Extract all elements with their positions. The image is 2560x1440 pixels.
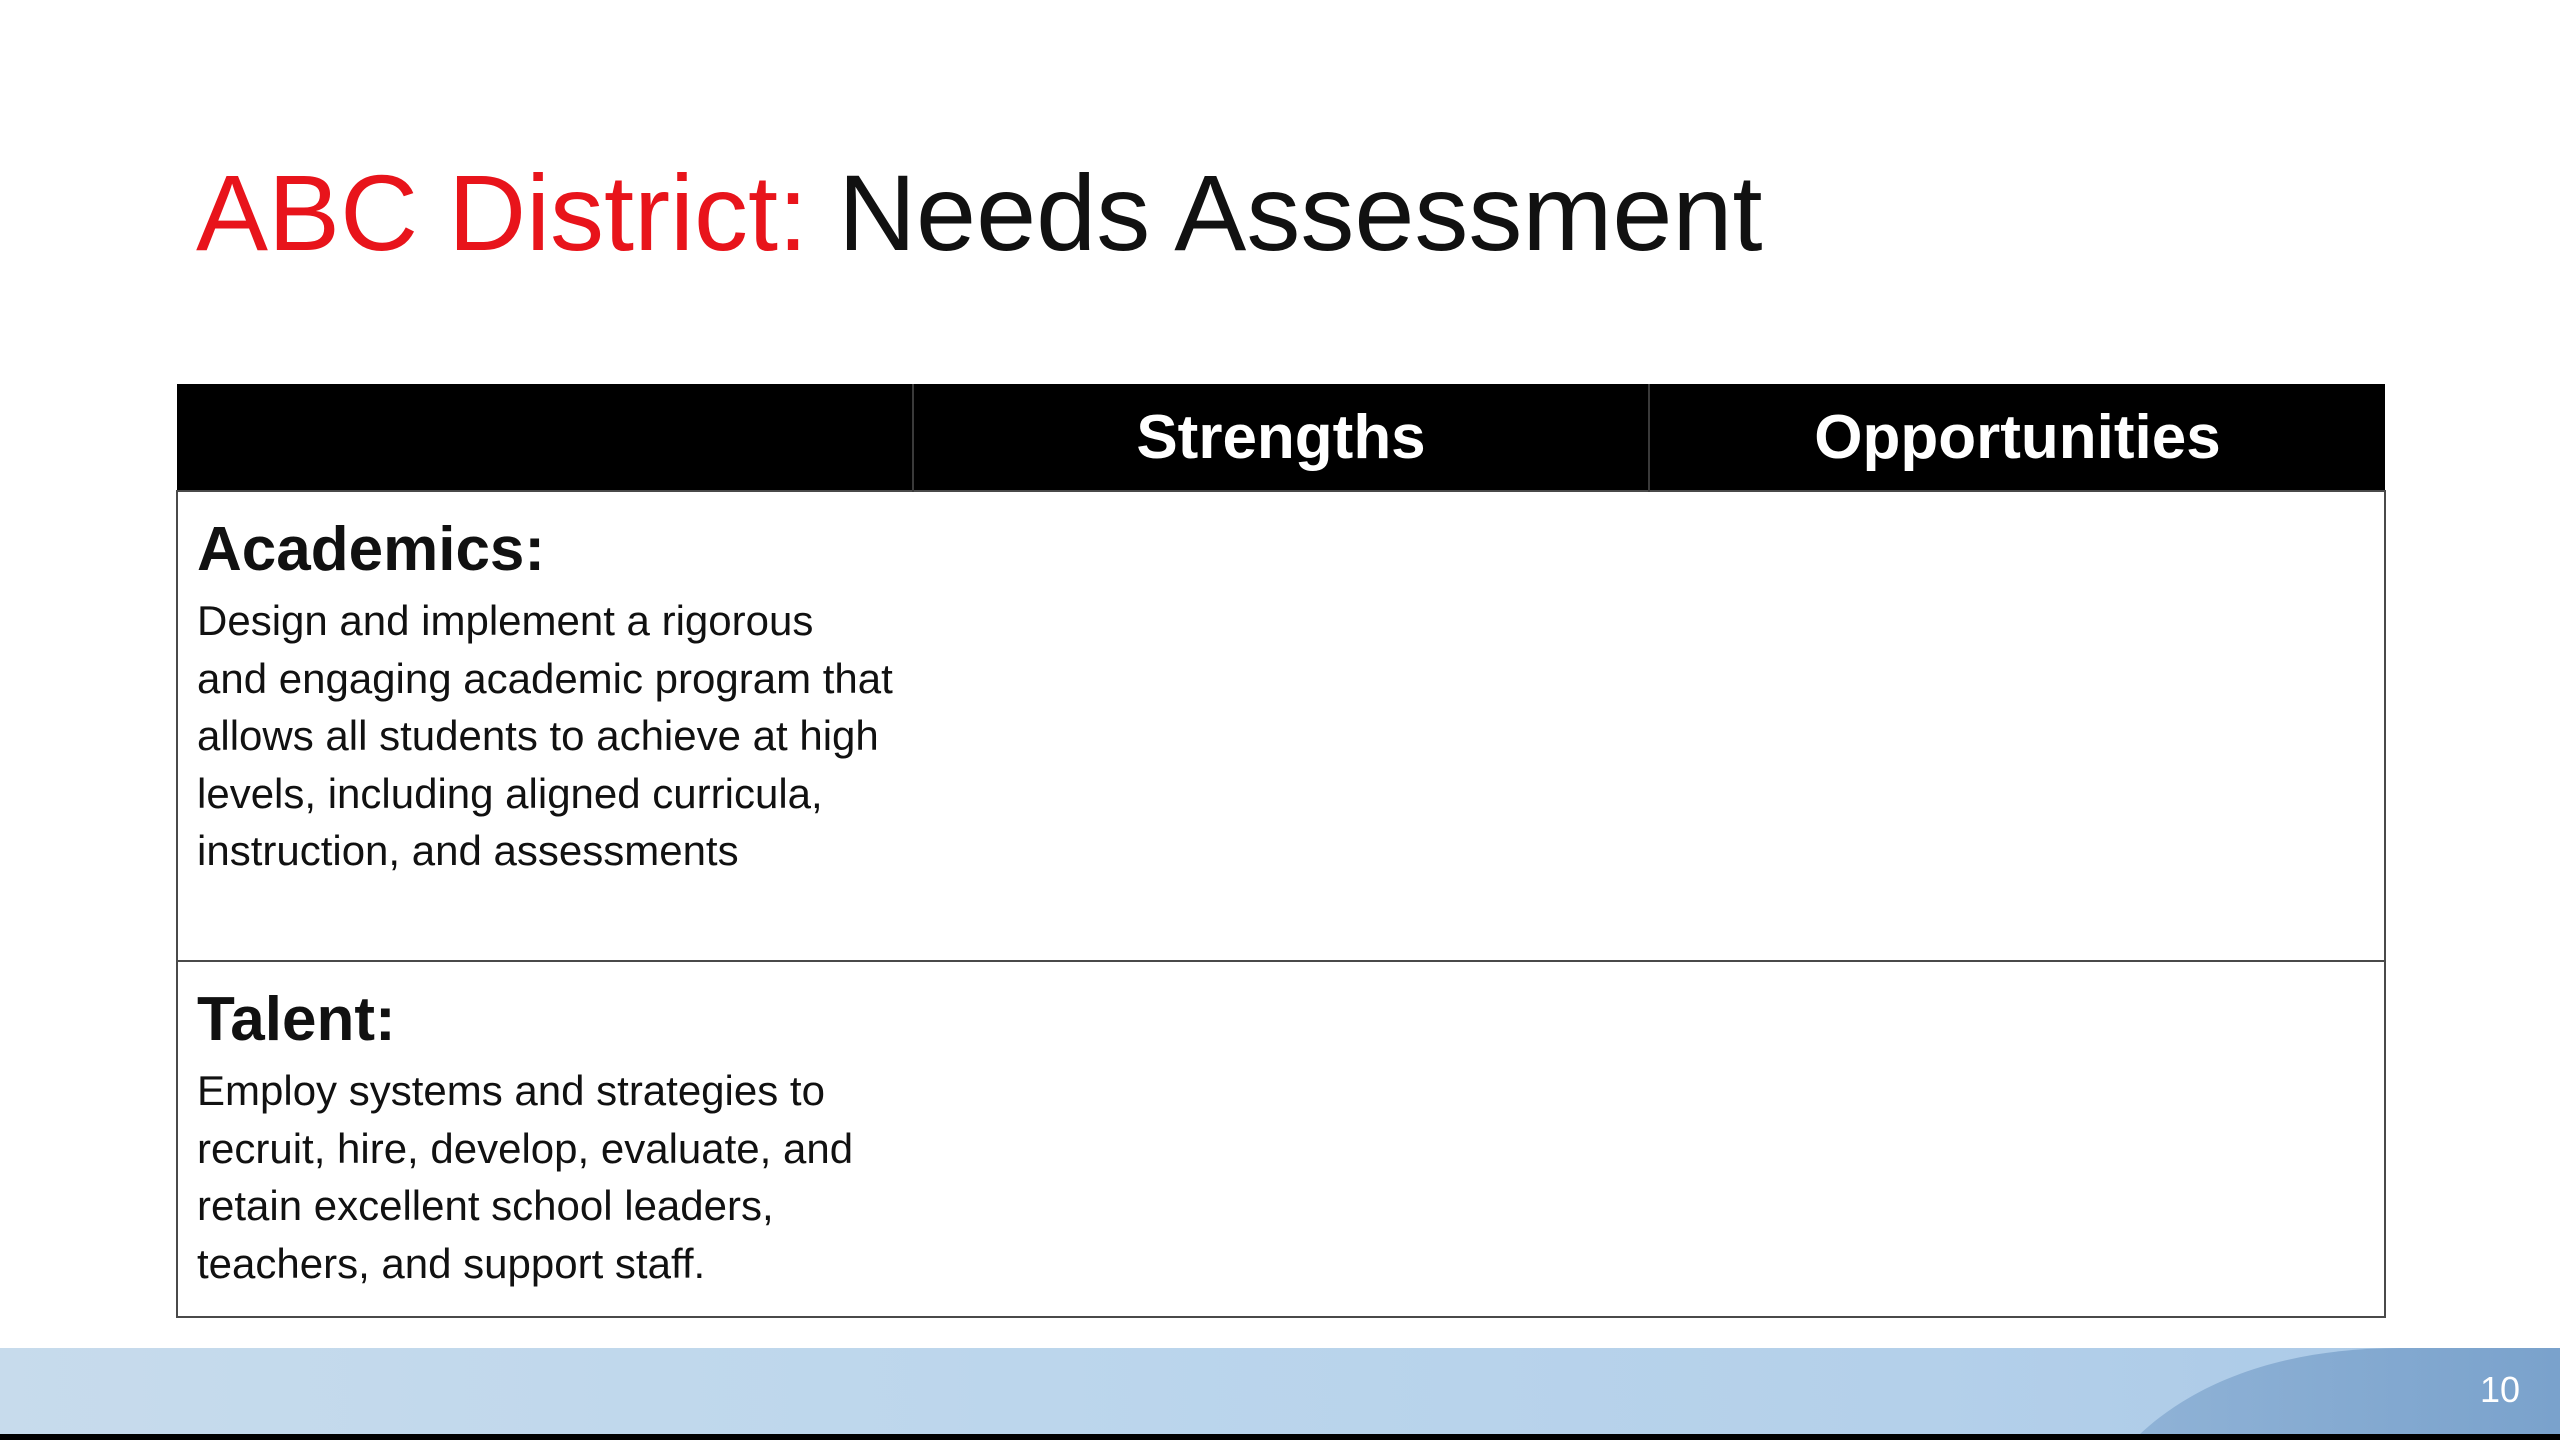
strengths-cell-talent[interactable] (913, 961, 1649, 1317)
header-category (177, 384, 913, 491)
bottom-bar (0, 1434, 2560, 1440)
category-title-talent: Talent: (197, 985, 396, 1054)
table-row-talent (177, 961, 2385, 1317)
slide-title (196, 148, 1763, 278)
header-opportunities: Opportunities (1649, 384, 2385, 491)
opportunities-cell-talent[interactable] (1649, 961, 2385, 1317)
category-cell-academics (177, 491, 913, 961)
header-strengths: Strengths (913, 384, 1649, 491)
table-header-row (177, 384, 2385, 491)
page-number: 10 (2479, 1369, 2520, 1410)
category-cell-talent (177, 961, 913, 1317)
needs-assessment-table (176, 384, 2386, 1318)
category-description-academics: Design and implement a rigorous and engaging academic program that allows all students to achieve at high levels, including aligned curricula, instruction, and assessments (197, 597, 893, 874)
strengths-cell-academics[interactable] (913, 491, 1649, 961)
category-description-talent: Employ systems and strategies to recruit, hire, develop, evaluate, and retain excellent school leaders, teachers, and support staff. (197, 1067, 854, 1287)
table-row-academics (177, 491, 2385, 961)
slide-title-rest: Needs Assessment (838, 152, 1763, 273)
category-title-academics: Academics: (197, 515, 546, 584)
opportunities-cell-academics[interactable] (1649, 491, 2385, 961)
slide-title-accent: ABC District: (196, 152, 809, 273)
